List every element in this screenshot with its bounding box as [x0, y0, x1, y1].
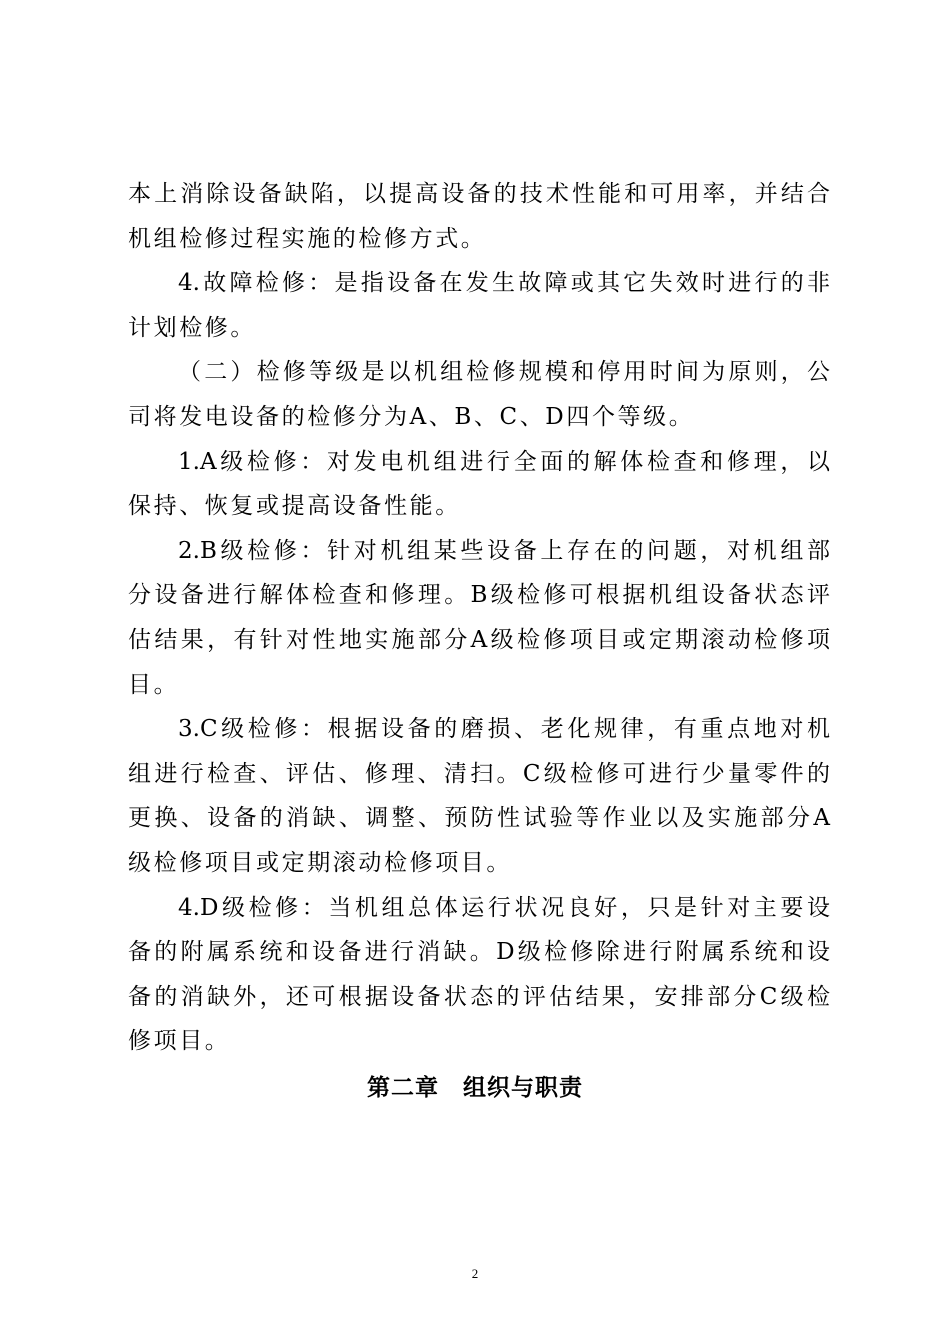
text-line: 保持、恢复或提高设备性能。 [128, 493, 461, 520]
text-line: 2.B级检修：针对机组某些设备上存在的问题，对机组部 [178, 537, 830, 564]
text-line: 本上消除设备缺陷，以提高设备的技术性能和可用率，并结合 [128, 181, 830, 207]
text-line: 估结果，有针对性地实施部分A级检修项目或定期滚动检修项 [128, 626, 830, 653]
text-line: 4.D级检修：当机组总体运行状况良好，只是针对主要设 [178, 894, 830, 921]
text-line: 备的附属系统和设备进行消缺。D级检修除进行附属系统和设 [128, 939, 830, 966]
text-line: 目。 [128, 671, 180, 698]
text-line: 级检修项目或定期滚动检修项目。 [128, 849, 512, 876]
text-line: 组进行检查、评估、修理、清扫。C级检修可进行少量零件的 [128, 760, 830, 787]
text-line: 更换、设备的消缺、调整、预防性试验等作业以及实施部分A [128, 805, 830, 832]
text-line: 计划检修。 [128, 314, 256, 341]
body-text [128, 172, 830, 1064]
text-line: 备的消缺外，还可根据设备状态的评估结果，安排部分C级检 [128, 983, 830, 1010]
text-line: 修项目。 [128, 1028, 231, 1055]
text-line: 1.A级检修：对发电机组进行全面的解体检查和修理，以 [178, 448, 830, 475]
text-line: 司将发电设备的检修分为A、B、C、D四个等级。 [128, 403, 695, 430]
chapter-title: 第二章 组织与职责 [367, 1075, 583, 1101]
page-number: 2 [471, 1266, 479, 1281]
text-line: 4.故障检修：是指设备在发生故障或其它失效时进行的非 [178, 270, 830, 297]
text-line: 机组检修过程实施的检修方式。 [128, 225, 487, 252]
text-line: 分设备进行解体检查和修理。B级检修可根据机组设备状态评 [128, 582, 830, 609]
text-line: （二）检修等级是以机组检修规模和停用时间为原则，公 [178, 359, 830, 386]
text-line: 3.C级检修：根据设备的磨损、老化规律，有重点地对机 [178, 716, 830, 743]
